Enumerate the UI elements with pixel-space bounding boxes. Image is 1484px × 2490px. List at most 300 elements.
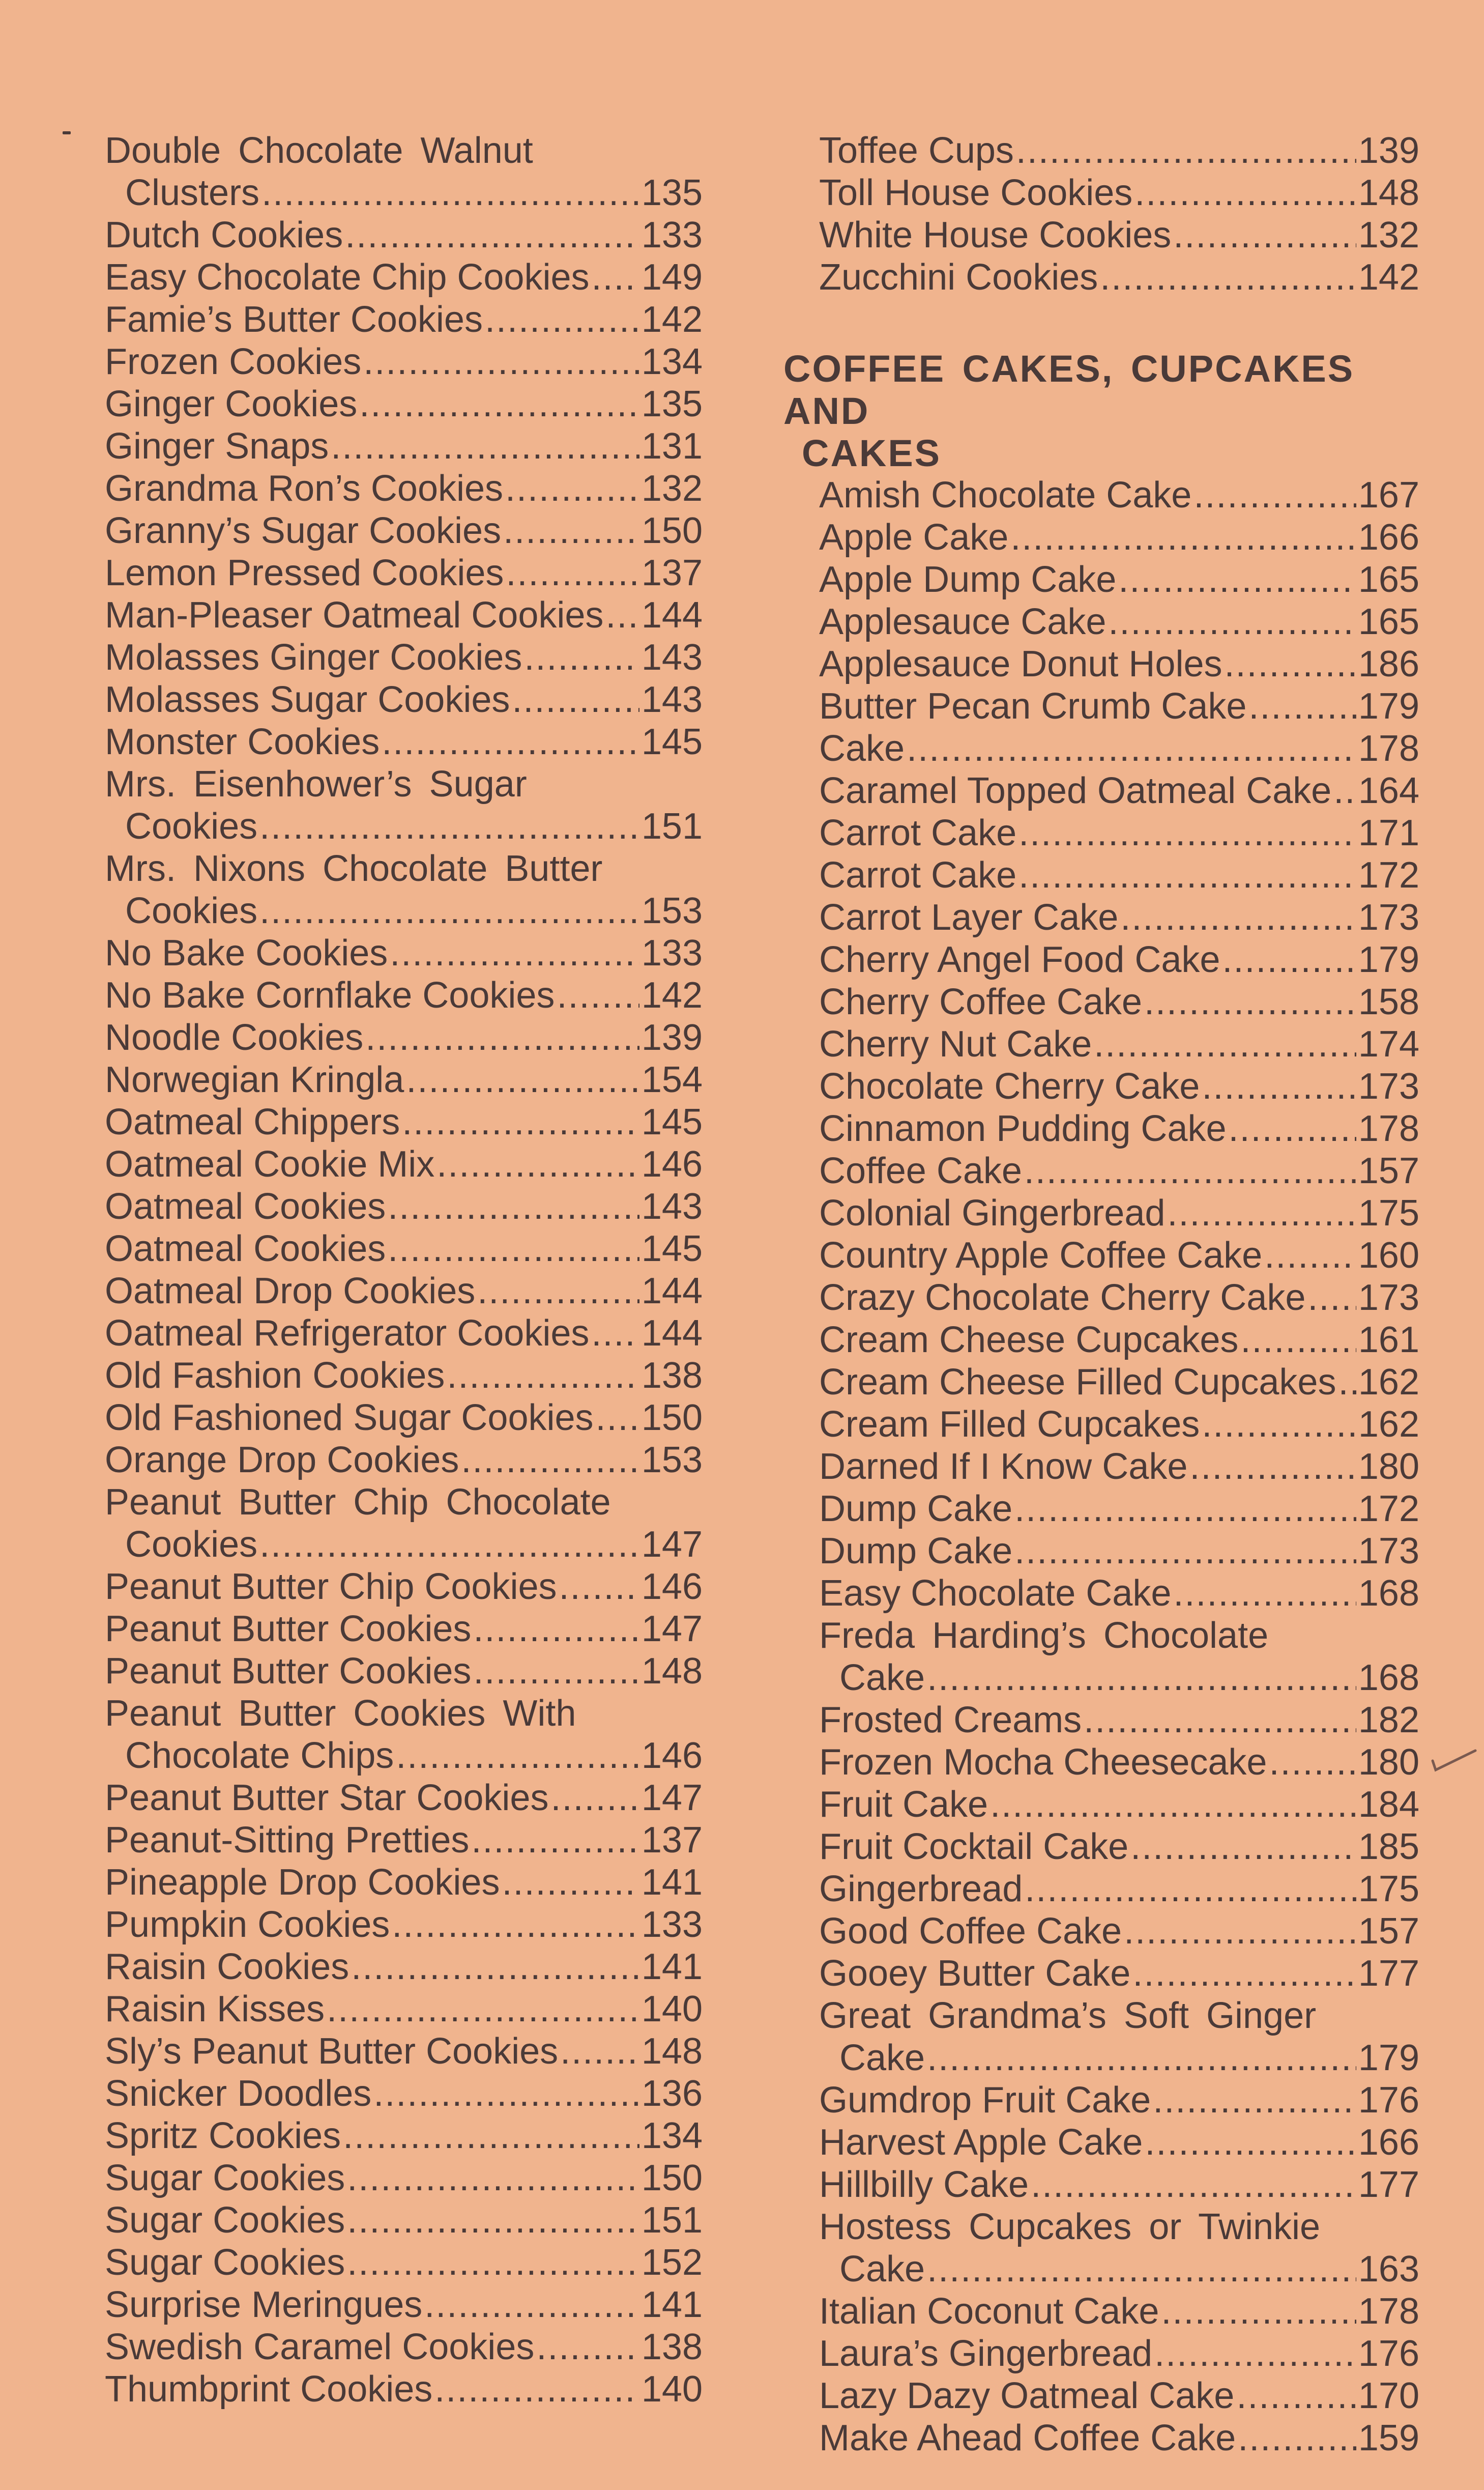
entry-title: Hostess Cupcakes or Twinkie bbox=[819, 2207, 1321, 2247]
entry-page-number: 173 bbox=[1358, 1277, 1419, 1318]
index-entry bbox=[819, 2417, 1419, 2459]
entry-page-number: 143 bbox=[641, 1186, 703, 1227]
dot-leader bbox=[536, 2326, 639, 2368]
index-entry bbox=[105, 2073, 703, 2115]
entry-page-number: 182 bbox=[1358, 1700, 1419, 1740]
entry-page-number: 170 bbox=[1358, 2375, 1419, 2416]
index-entry bbox=[819, 517, 1419, 559]
index-entry bbox=[819, 812, 1419, 854]
dot-leader bbox=[396, 1735, 639, 1777]
entry-title: Toffee Cups bbox=[819, 130, 1014, 171]
entry-page-number: 176 bbox=[1358, 2080, 1419, 2121]
dot-leader bbox=[343, 2115, 639, 2157]
index-entry bbox=[819, 2079, 1419, 2122]
dot-leader bbox=[1019, 854, 1356, 897]
entry-page-number: 147 bbox=[641, 1609, 703, 1649]
entry-page-number: 185 bbox=[1358, 1826, 1419, 1867]
dot-leader bbox=[505, 468, 639, 510]
entry-page-number: 166 bbox=[1358, 2122, 1419, 2163]
entry-title: Oatmeal Cookies bbox=[105, 1228, 386, 1269]
dot-leader bbox=[424, 2284, 639, 2326]
index-entry bbox=[819, 770, 1419, 812]
dot-leader bbox=[1225, 643, 1356, 685]
index-entry bbox=[105, 848, 703, 932]
dot-leader bbox=[1236, 2375, 1356, 2417]
index-entry bbox=[105, 2284, 703, 2326]
entry-page-number: 139 bbox=[1358, 130, 1419, 171]
entry-page-number: 132 bbox=[641, 468, 703, 509]
entry-title: Molasses Sugar Cookies bbox=[105, 679, 510, 720]
dot-leader bbox=[461, 1439, 639, 1481]
index-entry bbox=[105, 1819, 703, 1862]
entry-title: Apple Cake bbox=[819, 517, 1009, 558]
index-entry bbox=[105, 552, 703, 594]
dot-leader bbox=[382, 721, 639, 763]
dot-leader bbox=[1222, 939, 1356, 981]
entry-page-number: 179 bbox=[1358, 939, 1419, 980]
entry-title: Carrot Layer Cake bbox=[819, 897, 1119, 938]
entry-title: Orange Drop Cookies bbox=[105, 1440, 459, 1480]
index-entry bbox=[105, 1312, 703, 1355]
index-entry bbox=[819, 1066, 1419, 1108]
dot-leader bbox=[1240, 1319, 1356, 1361]
entry-title: Sugar Cookies bbox=[105, 2242, 345, 2283]
dot-leader bbox=[927, 2037, 1356, 2079]
entry-title: Famie’s Butter Cookies bbox=[105, 299, 483, 340]
index-entry bbox=[819, 854, 1419, 897]
entry-title: Cake bbox=[839, 1657, 925, 1698]
entry-title: Oatmeal Cookies bbox=[105, 1186, 386, 1227]
entry-page-number: 150 bbox=[641, 2158, 703, 2198]
entry-title: Cream Filled Cupcakes bbox=[819, 1404, 1200, 1445]
entry-page-number: 168 bbox=[1358, 1573, 1419, 1614]
entry-page-number: 152 bbox=[641, 2242, 703, 2283]
section-heading-line1: COFFEE CAKES, CUPCAKES AND bbox=[783, 348, 1355, 432]
entry-title: Coffee Cake bbox=[819, 1151, 1022, 1191]
entry-page-number: 145 bbox=[641, 1228, 703, 1269]
cake-entries bbox=[819, 474, 1419, 2459]
index-column-right bbox=[783, 130, 1419, 2459]
entry-page-number: 178 bbox=[1358, 1108, 1419, 1149]
dot-leader bbox=[434, 2368, 639, 2411]
dot-leader bbox=[559, 1566, 639, 1608]
index-entry bbox=[105, 1059, 703, 1101]
index-entry bbox=[105, 299, 703, 341]
entry-page-number: 140 bbox=[641, 1989, 703, 2029]
entry-title: Fruit Cake bbox=[819, 1784, 988, 1825]
entry-title: Apple Dump Cake bbox=[819, 559, 1117, 600]
dot-leader bbox=[1307, 1277, 1356, 1319]
index-entry bbox=[819, 1572, 1419, 1615]
dot-leader bbox=[477, 1270, 639, 1312]
dot-leader bbox=[363, 341, 639, 383]
index-entry bbox=[105, 1397, 703, 1439]
index-entry bbox=[105, 1481, 703, 1566]
dot-leader bbox=[502, 1862, 639, 1904]
entry-page-number: 142 bbox=[641, 975, 703, 1016]
entry-page-number: 165 bbox=[1358, 602, 1419, 642]
index-entry bbox=[105, 1946, 703, 1988]
entry-page-number: 143 bbox=[641, 637, 703, 678]
entry-page-number: 173 bbox=[1358, 1531, 1419, 1571]
dot-leader bbox=[1144, 981, 1356, 1023]
entry-title: Cherry Coffee Cake bbox=[819, 982, 1142, 1022]
entry-page-number: 177 bbox=[1358, 1953, 1419, 1994]
dot-leader bbox=[591, 1312, 639, 1355]
dot-leader bbox=[1194, 474, 1356, 517]
dot-leader bbox=[1189, 1446, 1356, 1488]
dot-leader bbox=[1025, 1868, 1356, 1910]
entry-title: Laura’s Gingerbread bbox=[819, 2333, 1153, 2374]
index-entry bbox=[105, 1988, 703, 2030]
entry-title: Thumbprint Cookies bbox=[105, 2369, 433, 2410]
stray-ink-mark bbox=[63, 131, 71, 134]
dot-leader bbox=[605, 594, 639, 637]
index-entry bbox=[105, 1650, 703, 1693]
dot-leader bbox=[406, 1059, 639, 1101]
entry-page-number: 141 bbox=[641, 2284, 703, 2325]
index-entry bbox=[819, 897, 1419, 939]
index-entry bbox=[105, 763, 703, 848]
entry-title: Ginger Cookies bbox=[105, 384, 358, 424]
dot-leader bbox=[1010, 517, 1356, 559]
entry-title: Cinnamon Pudding Cake bbox=[819, 1108, 1227, 1149]
entry-title: Pumpkin Cookies bbox=[105, 1904, 390, 1945]
dot-leader bbox=[592, 256, 639, 299]
index-entry bbox=[819, 1404, 1419, 1446]
entry-title: Gooey Butter Cake bbox=[819, 1953, 1131, 1994]
entry-page-number: 151 bbox=[641, 806, 703, 847]
dot-leader bbox=[471, 1819, 639, 1862]
entry-title: Good Coffee Cake bbox=[819, 1911, 1122, 1952]
entry-page-number: 167 bbox=[1358, 475, 1419, 516]
entry-page-number: 174 bbox=[1358, 1024, 1419, 1065]
index-entry bbox=[105, 256, 703, 299]
entry-title: Easy Chocolate Chip Cookies bbox=[105, 257, 590, 298]
dot-leader bbox=[1333, 770, 1356, 812]
entry-title: Applesauce Donut Holes bbox=[819, 644, 1223, 684]
dot-leader bbox=[1248, 685, 1356, 728]
entry-title: Man-Pleaser Oatmeal Cookies bbox=[105, 595, 604, 636]
entry-title: Peanut Butter Cookies bbox=[105, 1609, 472, 1649]
index-entry bbox=[819, 685, 1419, 728]
index-entry bbox=[819, 172, 1419, 214]
entry-page-number: 168 bbox=[1358, 1657, 1419, 1698]
index-entry bbox=[105, 2115, 703, 2157]
index-entry bbox=[819, 559, 1419, 601]
index-entry bbox=[105, 383, 703, 425]
entry-title: Surprise Meringues bbox=[105, 2284, 423, 2325]
dot-leader bbox=[1084, 1699, 1356, 1741]
index-entry bbox=[819, 1023, 1419, 1066]
entry-title: Zucchini Cookies bbox=[819, 257, 1098, 298]
dot-leader bbox=[473, 1608, 639, 1650]
dot-leader bbox=[1016, 130, 1356, 172]
index-entry bbox=[105, 1101, 703, 1143]
entry-page-number: 176 bbox=[1358, 2333, 1419, 2374]
index-entry bbox=[105, 1693, 703, 1777]
entry-title: Swedish Caramel Cookies bbox=[105, 2327, 535, 2367]
index-entry bbox=[819, 1530, 1419, 1572]
entry-title: Granny’s Sugar Cookies bbox=[105, 510, 502, 551]
entry-page-number: 144 bbox=[641, 1271, 703, 1311]
index-entry bbox=[105, 1143, 703, 1186]
index-entry bbox=[819, 2164, 1419, 2206]
entry-title: Oatmeal Refrigerator Cookies bbox=[105, 1313, 590, 1354]
entry-title: Applesauce Cake bbox=[819, 602, 1107, 642]
index-entry-line bbox=[105, 172, 703, 214]
entry-page-number: 160 bbox=[1358, 1235, 1419, 1276]
entry-page-number: 145 bbox=[641, 1102, 703, 1142]
dot-leader bbox=[388, 1186, 639, 1228]
entry-page-number: 166 bbox=[1358, 517, 1419, 558]
entry-title: Dump Cake bbox=[819, 1531, 1013, 1571]
index-entry-line bbox=[819, 2248, 1419, 2291]
dot-leader bbox=[359, 383, 639, 425]
entry-title: Cream Cheese Cupcakes bbox=[819, 1320, 1239, 1360]
dot-leader bbox=[331, 425, 639, 468]
index-entry-line bbox=[819, 2037, 1419, 2079]
entry-page-number: 148 bbox=[641, 1651, 703, 1692]
entry-title: Lemon Pressed Cookies bbox=[105, 553, 504, 593]
index-entry bbox=[105, 1186, 703, 1228]
entry-title: Double Chocolate Walnut bbox=[105, 130, 533, 171]
section-heading bbox=[783, 348, 1419, 474]
entry-title: Norwegian Kringla bbox=[105, 1060, 404, 1100]
entry-page-number: 146 bbox=[641, 1144, 703, 1185]
entry-page-number: 172 bbox=[1358, 855, 1419, 896]
index-entry bbox=[819, 1192, 1419, 1235]
entry-title: Peanut-Sitting Pretties bbox=[105, 1820, 470, 1861]
dot-leader bbox=[927, 1657, 1356, 1699]
entry-title: Peanut Butter Cookies bbox=[105, 1651, 472, 1692]
entry-title: Country Apple Coffee Cake bbox=[819, 1235, 1263, 1276]
entry-title: Peanut Butter Chip Cookies bbox=[105, 1566, 557, 1607]
entry-title: Toll House Cookies bbox=[819, 173, 1133, 213]
index-entry bbox=[819, 1235, 1419, 1277]
entry-title: Harvest Apple Cake bbox=[819, 2122, 1143, 2163]
index-entry bbox=[105, 1862, 703, 1904]
entry-page-number: 146 bbox=[641, 1566, 703, 1607]
entry-title: Carrot Cake bbox=[819, 813, 1017, 853]
index-entry bbox=[105, 594, 703, 637]
entry-page-number: 134 bbox=[641, 2115, 703, 2156]
entry-page-number: 178 bbox=[1358, 2291, 1419, 2332]
entry-page-number: 179 bbox=[1358, 686, 1419, 727]
entry-page-number: 172 bbox=[1358, 1489, 1419, 1529]
index-entry bbox=[819, 1953, 1419, 1995]
entry-title: Cookies bbox=[125, 806, 258, 847]
entry-page-number: 133 bbox=[641, 215, 703, 255]
entry-title: Dutch Cookies bbox=[105, 215, 343, 255]
index-entry bbox=[105, 2199, 703, 2242]
dot-leader bbox=[1173, 214, 1356, 256]
dot-leader bbox=[447, 1355, 639, 1397]
dot-leader bbox=[927, 2248, 1356, 2291]
entry-title: Mrs. Nixons Chocolate Butter bbox=[105, 848, 603, 889]
index-entry bbox=[105, 1355, 703, 1397]
entry-title: Dump Cake bbox=[819, 1489, 1013, 1529]
dot-leader bbox=[1132, 1953, 1356, 1995]
dot-leader bbox=[473, 1650, 639, 1693]
index-entry bbox=[819, 214, 1419, 256]
dot-leader bbox=[351, 1946, 639, 1988]
entry-title: Carrot Cake bbox=[819, 855, 1017, 896]
entry-title: Peanut Butter Star Cookies bbox=[105, 1778, 549, 1818]
entry-page-number: 147 bbox=[641, 1524, 703, 1565]
entry-page-number: 173 bbox=[1358, 1066, 1419, 1107]
index-entry bbox=[819, 601, 1419, 643]
entry-title: Cherry Nut Cake bbox=[819, 1024, 1092, 1065]
dot-leader bbox=[1153, 2079, 1356, 2122]
entry-page-number: 141 bbox=[641, 1862, 703, 1903]
index-entry bbox=[105, 341, 703, 383]
entry-title: Sugar Cookies bbox=[105, 2200, 345, 2241]
index-entry bbox=[819, 2122, 1419, 2164]
entry-page-number: 150 bbox=[641, 510, 703, 551]
dot-leader bbox=[259, 806, 639, 848]
entry-title: Spritz Cookies bbox=[105, 2115, 341, 2156]
index-entry bbox=[105, 1777, 703, 1819]
entry-title: Frosted Creams bbox=[819, 1700, 1082, 1740]
index-entry bbox=[819, 1319, 1419, 1361]
index-entry bbox=[819, 2291, 1419, 2333]
dot-leader bbox=[1094, 1023, 1356, 1066]
entry-page-number: 139 bbox=[641, 1017, 703, 1058]
entry-title: Chocolate Cherry Cake bbox=[819, 1066, 1200, 1107]
dot-leader bbox=[1130, 1826, 1356, 1868]
index-entry bbox=[105, 468, 703, 510]
entry-page-number: 162 bbox=[1358, 1362, 1419, 1403]
entry-page-number: 161 bbox=[1358, 1320, 1419, 1360]
index-entry bbox=[819, 1826, 1419, 1868]
dot-leader bbox=[345, 214, 639, 256]
dot-leader bbox=[1161, 2291, 1356, 2333]
entry-title: Fruit Cocktail Cake bbox=[819, 1826, 1129, 1867]
dot-leader bbox=[907, 728, 1356, 770]
entry-page-number: 163 bbox=[1358, 2249, 1419, 2289]
entry-page-number: 159 bbox=[1358, 2418, 1419, 2458]
dot-leader bbox=[1145, 2122, 1356, 2164]
dot-leader bbox=[347, 2199, 639, 2242]
entry-page-number: 147 bbox=[641, 1778, 703, 1818]
entry-title: No Bake Cornflake Cookies bbox=[105, 975, 555, 1016]
dot-leader bbox=[402, 1101, 639, 1143]
entry-page-number: 186 bbox=[1358, 644, 1419, 684]
index-entry bbox=[819, 256, 1419, 299]
entry-title: Gingerbread bbox=[819, 1869, 1023, 1909]
index-entry bbox=[105, 1228, 703, 1270]
entry-title: Raisin Kisses bbox=[105, 1989, 325, 2029]
entry-title: Peanut Butter Cookies With bbox=[105, 1693, 576, 1734]
entry-page-number: 180 bbox=[1358, 1742, 1419, 1783]
entry-title: Sugar Cookies bbox=[105, 2158, 345, 2198]
entry-page-number: 175 bbox=[1358, 1869, 1419, 1909]
entry-title: Cake bbox=[819, 728, 905, 769]
entry-page-number: 143 bbox=[641, 679, 703, 720]
entry-page-number: 136 bbox=[641, 2073, 703, 2114]
index-entry bbox=[819, 643, 1419, 685]
dot-leader bbox=[512, 679, 639, 721]
entry-page-number: 173 bbox=[1358, 897, 1419, 938]
index-entry bbox=[819, 1615, 1419, 1699]
entry-title: Clusters bbox=[125, 173, 260, 213]
index-entry bbox=[819, 939, 1419, 981]
dot-leader bbox=[1108, 601, 1356, 643]
entry-page-number: 157 bbox=[1358, 1911, 1419, 1952]
entry-title: Snicker Doodles bbox=[105, 2073, 372, 2114]
dot-leader bbox=[1167, 1192, 1356, 1235]
index-entry bbox=[819, 1868, 1419, 1910]
entry-title: Cream Cheese Filled Cupcakes bbox=[819, 1362, 1336, 1403]
dot-leader bbox=[1173, 1572, 1356, 1615]
index-entry bbox=[819, 2333, 1419, 2375]
entry-page-number: 137 bbox=[641, 553, 703, 593]
entry-page-number: 153 bbox=[641, 1440, 703, 1480]
index-entry bbox=[105, 1904, 703, 1946]
entry-page-number: 171 bbox=[1358, 813, 1419, 853]
entry-title: Freda Harding’s Chocolate bbox=[819, 1615, 1269, 1656]
entry-page-number: 157 bbox=[1358, 1151, 1419, 1191]
dot-leader bbox=[1229, 1108, 1356, 1150]
section-spacer bbox=[819, 299, 1419, 348]
dot-leader bbox=[1019, 812, 1356, 854]
entry-page-number: 154 bbox=[641, 1060, 703, 1100]
index-entry bbox=[105, 510, 703, 552]
index-entry bbox=[105, 1270, 703, 1312]
index-entry bbox=[819, 1361, 1419, 1404]
section-heading-line2: CAKES bbox=[802, 432, 942, 474]
dot-leader bbox=[1238, 2417, 1356, 2459]
index-entry bbox=[819, 728, 1419, 770]
dot-leader bbox=[596, 1397, 639, 1439]
index-entry bbox=[105, 214, 703, 256]
entry-title: Pineapple Drop Cookies bbox=[105, 1862, 500, 1903]
dot-leader bbox=[347, 2157, 639, 2199]
entry-title: Darned If I Know Cake bbox=[819, 1446, 1188, 1487]
entry-title: Grandma Ron’s Cookies bbox=[105, 468, 504, 509]
dot-leader bbox=[1014, 1530, 1356, 1572]
index-entry-line bbox=[819, 1657, 1419, 1699]
dot-leader bbox=[1124, 1910, 1356, 1953]
dot-leader bbox=[1264, 1235, 1356, 1277]
index-entry bbox=[105, 932, 703, 975]
entry-title: Italian Coconut Cake bbox=[819, 2291, 1159, 2332]
cookie-entries-continued bbox=[819, 130, 1419, 299]
dot-leader bbox=[550, 1777, 639, 1819]
dot-leader bbox=[373, 2073, 639, 2115]
entry-title: No Bake Cookies bbox=[105, 933, 388, 974]
entry-page-number: 145 bbox=[641, 722, 703, 762]
entry-page-number: 148 bbox=[641, 2031, 703, 2072]
dot-leader bbox=[392, 1904, 639, 1946]
dot-leader bbox=[1202, 1066, 1356, 1108]
entry-page-number: 144 bbox=[641, 1313, 703, 1354]
entry-title: Sly’s Peanut Butter Cookies bbox=[105, 2031, 559, 2072]
dot-leader bbox=[259, 1524, 639, 1566]
index-entry bbox=[819, 1699, 1419, 1741]
dot-leader bbox=[560, 2030, 639, 2073]
entry-title: White House Cookies bbox=[819, 215, 1172, 255]
entry-title: Lazy Dazy Oatmeal Cake bbox=[819, 2375, 1235, 2416]
entry-page-number: 151 bbox=[641, 2200, 703, 2241]
entry-title: Mrs. Eisenhower’s Sugar bbox=[105, 764, 527, 805]
dot-leader bbox=[1120, 897, 1356, 939]
index-entry bbox=[819, 1784, 1419, 1826]
entry-page-number: 135 bbox=[641, 173, 703, 213]
index-entry bbox=[105, 721, 703, 763]
entry-title: Make Ahead Coffee Cake bbox=[819, 2418, 1236, 2458]
